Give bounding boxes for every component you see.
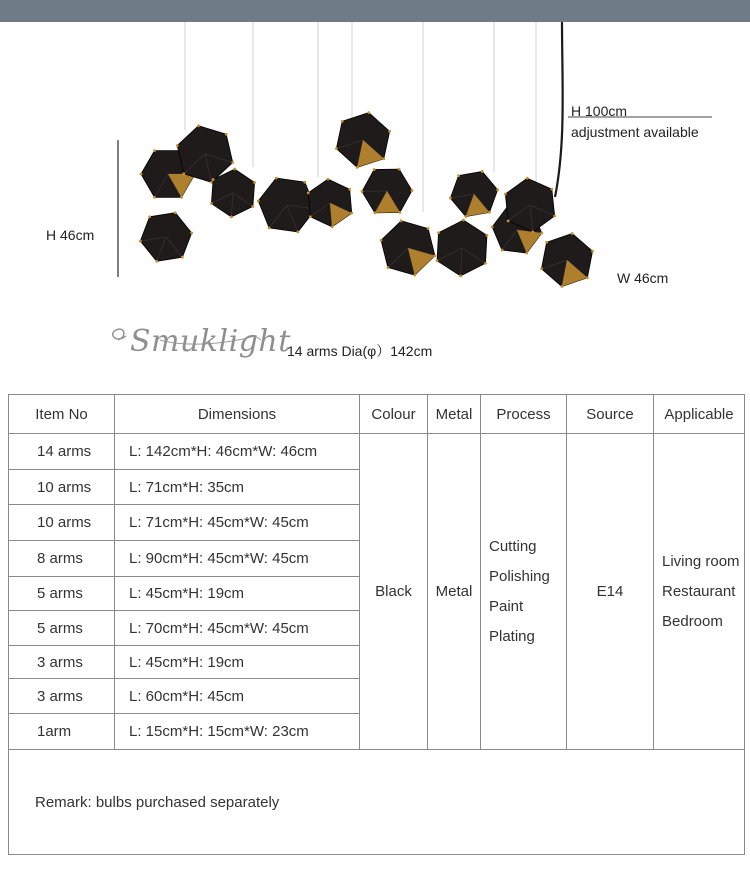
shade-joint — [525, 252, 528, 255]
shade-joint — [400, 219, 403, 222]
shade-joint — [231, 161, 234, 164]
dimensions-cell: L: 90cm*H: 45cm*W: 45cm — [115, 541, 360, 577]
shade-joint — [373, 211, 376, 214]
shade-joint — [296, 230, 299, 233]
shade-joint — [180, 196, 183, 199]
product-image — [0, 22, 750, 362]
shade-joint — [382, 157, 385, 160]
shade-joint — [591, 250, 594, 253]
shade-joint — [331, 226, 334, 229]
shade-joint — [153, 196, 156, 199]
shade-joint — [251, 205, 254, 208]
shade-joint — [139, 240, 142, 243]
shade-joint — [449, 197, 452, 200]
shade-joint — [212, 178, 215, 181]
shade-joint — [545, 241, 548, 244]
table-row — [9, 434, 745, 470]
shade-joint — [388, 130, 391, 133]
shade-joint — [491, 226, 494, 229]
header-dimensions: Dimensions — [115, 395, 360, 434]
dimensions-cell: L: 15cm*H: 15cm*W: 23cm — [115, 714, 360, 750]
header-source: Source — [567, 395, 654, 434]
shade-joint — [507, 219, 510, 222]
shade-joint — [434, 254, 437, 257]
shade-joint — [436, 259, 439, 262]
remark-text: Remark: bulbs purchased separately — [9, 750, 745, 855]
shade-joint — [462, 219, 465, 222]
shade-joint — [303, 181, 306, 184]
shade-joint — [182, 172, 185, 175]
dimensions-cell: L: 71cm*H: 45cm*W: 45cm — [115, 505, 360, 541]
shade-joint — [531, 230, 534, 233]
shade-joint — [268, 226, 271, 229]
width-label: W 46cm — [617, 270, 669, 286]
shade-joint — [341, 120, 344, 123]
dimensions-cell: L: 60cm*H: 45cm — [115, 679, 360, 714]
shade-joint — [398, 211, 401, 214]
header-metal: Metal — [428, 395, 481, 434]
shade-joint — [540, 232, 543, 235]
shade-joint — [386, 266, 389, 269]
shade-joint — [309, 215, 312, 218]
chandelier-illustration — [0, 22, 750, 362]
dimensions-cell: L: 45cm*H: 19cm — [115, 646, 360, 679]
item-cell: 3 arms — [9, 646, 115, 679]
shade-joint — [327, 178, 330, 181]
shade-joint — [586, 276, 589, 279]
process-item: Cutting — [489, 537, 537, 555]
shade-joint — [307, 191, 310, 194]
shade-joint — [153, 149, 156, 152]
shade-joint — [501, 249, 504, 252]
shade-joint — [413, 274, 416, 277]
item-cell: 8 arms — [9, 541, 115, 577]
shade-joint — [176, 144, 179, 147]
shade-joint — [148, 215, 151, 218]
metal-cell: Metal — [428, 434, 481, 750]
dimensions-cell: L: 71cm*H: 35cm — [115, 470, 360, 505]
dimensions-cell: L: 142cm*H: 46cm*W: 46cm — [115, 434, 360, 470]
item-cell: 3 arms — [9, 679, 115, 714]
shade-joint — [225, 133, 228, 136]
process-item: Plating — [489, 627, 535, 645]
shade-joint — [484, 262, 487, 265]
shade-joint — [457, 174, 460, 177]
process-item: Paint — [489, 597, 524, 615]
shade-joint — [350, 212, 353, 215]
shade-joint — [380, 239, 383, 242]
shade-joint — [560, 285, 563, 288]
colour-cell: Black — [360, 434, 428, 750]
shade-joint — [504, 193, 507, 196]
height-label: H 46cm — [46, 227, 95, 243]
dimensions-cell: L: 45cm*H: 19cm — [115, 577, 360, 611]
header-colour: Colour — [360, 395, 428, 434]
shade-joint — [335, 147, 338, 150]
shade-joint — [488, 211, 491, 214]
shade-joint — [140, 173, 143, 176]
shade-joint — [459, 275, 462, 278]
shade-joint — [230, 216, 233, 219]
item-cell: 10 arms — [9, 470, 115, 505]
adjustment-label: adjustment available — [571, 124, 699, 140]
item-cell: 5 arms — [9, 611, 115, 646]
logo-swirl-icon — [113, 329, 126, 340]
shade-joint — [257, 200, 260, 203]
spec-table — [8, 394, 745, 855]
shade-joint — [373, 168, 376, 171]
shade-joint — [190, 232, 193, 235]
shade-joint — [464, 215, 467, 218]
power-cable — [555, 22, 563, 197]
applicable-item: Bedroom — [662, 612, 723, 630]
header-applicable: Applicable — [654, 395, 745, 434]
shade-joint — [361, 190, 364, 193]
item-cell: 10 arms — [9, 505, 115, 541]
shade-joint — [481, 170, 484, 173]
shade-joint — [197, 124, 200, 127]
applicable-item: Living room — [662, 552, 740, 570]
spec-table-header — [9, 395, 745, 434]
shade-joint — [233, 168, 236, 171]
arms-diameter-label: 14 arms Dia(φ）142cm — [287, 343, 433, 359]
shade-joint — [174, 211, 177, 214]
shade-joint — [253, 181, 256, 184]
lamp-shades — [139, 111, 594, 288]
brand-logo: Smuklight — [130, 324, 291, 359]
header-item-no: Item No — [9, 395, 115, 434]
shade-joint — [398, 168, 401, 171]
shade-joint — [437, 231, 440, 234]
shade-joint — [181, 256, 184, 259]
dimensions-cell: L: 70cm*H: 45cm*W: 45cm — [115, 611, 360, 646]
shade-joint — [411, 189, 414, 192]
shade-joint — [210, 202, 213, 205]
source-cell: E14 — [567, 434, 654, 750]
shade-joint — [571, 232, 574, 235]
applicable-item: Restaurant — [662, 582, 736, 600]
shade-joint — [427, 227, 430, 230]
item-cell: 5 arms — [9, 577, 115, 611]
shade-joint — [356, 166, 359, 169]
shade-joint — [540, 267, 543, 270]
item-cell: 1arm — [9, 714, 115, 750]
process-item: Polishing — [489, 567, 550, 585]
header-process: Process — [481, 395, 567, 434]
shade-joint — [348, 188, 351, 191]
applicable-cell — [654, 434, 745, 750]
top-bar — [0, 0, 750, 22]
shade-joint — [367, 111, 370, 114]
shade-joint — [496, 188, 499, 191]
shade-joint — [553, 215, 556, 218]
cable-height-label: H 100cm — [571, 103, 628, 119]
item-cell: 14 arms — [9, 434, 115, 470]
process-cell — [481, 434, 567, 750]
shade-joint — [155, 260, 158, 263]
shade-joint — [486, 234, 489, 237]
shade-joint — [526, 177, 529, 180]
remark-row — [9, 750, 745, 855]
shade-joint — [550, 188, 553, 191]
shade-joint — [275, 177, 278, 180]
